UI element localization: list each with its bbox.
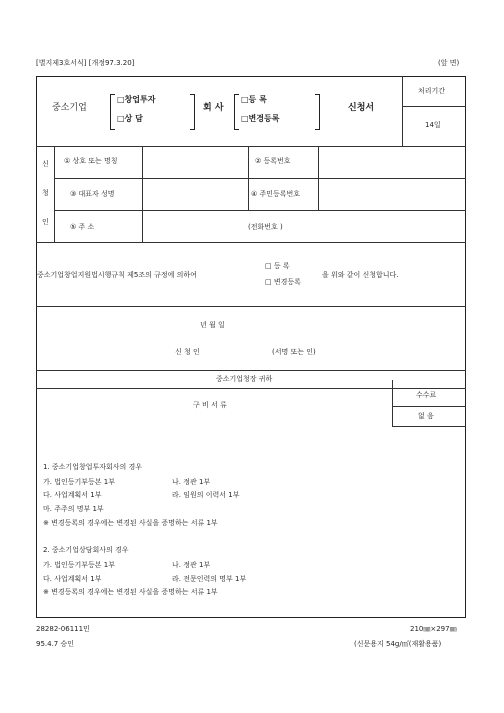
- applicant-bottom-line: [36, 242, 466, 243]
- section1-item-e: 마. 주주의 명부 1부: [43, 505, 104, 513]
- recipient: 중소기업청장 귀하: [216, 375, 273, 383]
- address-label: ⑤ 주 소: [70, 223, 95, 231]
- application-date[interactable]: 년 월 일: [200, 321, 225, 329]
- processing-mid-line: [402, 106, 466, 107]
- applicant-sign-label: 신 청 인: [175, 348, 200, 356]
- section2-title: 2. 중소기업상담회사의 경우: [43, 546, 129, 554]
- company-name-label: ① 상호 또는 명칭: [64, 157, 118, 165]
- right-bracket-open: [234, 94, 239, 130]
- footer-approval: 95.4.7 승인: [36, 640, 75, 648]
- representative-name-field[interactable]: [143, 179, 247, 209]
- section1-title: 1. 중소기업창업투자회사의 경우: [43, 463, 143, 471]
- resident-number-field[interactable]: [319, 179, 465, 209]
- registration-number-label: ② 등록번호: [255, 157, 291, 165]
- section1-note: ※ 변경등록의 경우에는 변경된 사실을 증명하는 서류 1부: [43, 519, 218, 527]
- section1-item-d: 라. 임원의 이력서 1부: [172, 491, 240, 499]
- registration-number-field[interactable]: [319, 147, 465, 177]
- section1-item-b: 나. 정관 1부: [172, 478, 211, 486]
- statement-option-register[interactable]: □ 등 록: [265, 262, 290, 270]
- statement-bottom-line: [36, 306, 466, 307]
- processing-label: 처리기간: [418, 87, 446, 95]
- statement-option-change[interactable]: □ 변경등록: [265, 278, 301, 286]
- processing-days: 14일: [425, 121, 441, 129]
- applicant-side-divider: [54, 146, 55, 242]
- section2-note: ※ 변경등록의 경우에는 변경된 사실을 증명하는 서류 1부: [43, 588, 218, 596]
- statement-post: 을 위와 같이 신청합니다.: [322, 271, 399, 279]
- phone-label: (전화번호 ): [248, 223, 283, 231]
- company-name-field[interactable]: [143, 147, 247, 177]
- footer-code: 28282-06111민: [36, 625, 90, 633]
- fee-value: 없 음: [418, 412, 434, 420]
- title-option-founding[interactable]: □창업투자: [117, 95, 156, 104]
- section2-item-a: 가. 법인등기부등본 1부: [43, 561, 115, 569]
- sign-bottom-line: [36, 370, 466, 371]
- section1-item-c: 다. 사업계획서 1부: [43, 491, 102, 499]
- section2-item-d: 라. 전문인력의 명부 1부: [172, 575, 247, 583]
- section2-item-b: 나. 정관 1부: [172, 561, 211, 569]
- fee-bottom-line: [392, 426, 466, 427]
- section2-item-c: 다. 사업계획서 1부: [43, 575, 102, 583]
- applicant-side-char-2: 청: [42, 189, 49, 197]
- right-bracket-close: [315, 94, 320, 130]
- title-option-consult[interactable]: □상 담: [117, 114, 143, 123]
- applicant-mid-divider-a: [248, 146, 249, 210]
- fee-label: 수수료: [416, 391, 437, 399]
- statement-pre: 중소기업창업지원법시행규칙 제5조의 규정에 의하여: [37, 271, 197, 279]
- documents-header: 구 비 서 류: [193, 401, 227, 409]
- left-bracket-open: [110, 94, 115, 130]
- applicant-side-char-1: 신: [42, 160, 49, 168]
- title-prefix: 중소기업: [52, 103, 87, 113]
- title-option-change[interactable]: □변경등록: [241, 114, 280, 123]
- title-middle: 회 사: [203, 103, 224, 113]
- fee-mid-line: [392, 406, 466, 407]
- footer-size: 210㎜×297㎜: [410, 625, 457, 633]
- applicant-side-char-3: 인: [42, 218, 49, 226]
- representative-name-label: ③ 대표자 성명: [70, 190, 115, 198]
- title-option-register[interactable]: □등 록: [241, 95, 267, 104]
- processing-divider: [402, 76, 403, 146]
- section1-item-a: 가. 법인등기부등본 1부: [43, 478, 115, 486]
- page-side: (앞 면): [438, 59, 460, 67]
- recipient-bottom-line: [36, 388, 466, 389]
- form-number: [별지제3호서식] [개정97.3.20]: [36, 59, 135, 67]
- title-suffix: 신청서: [348, 103, 375, 113]
- sign-note[interactable]: (서명 또는 인): [272, 348, 316, 356]
- resident-number-label: ④ 주민등록번호: [251, 190, 301, 198]
- left-bracket-close: [190, 94, 195, 130]
- footer-paper: (신문용지 54g/㎡(재활용품): [354, 640, 442, 648]
- address-field[interactable]: [143, 211, 465, 241]
- fee-divider: [392, 380, 393, 426]
